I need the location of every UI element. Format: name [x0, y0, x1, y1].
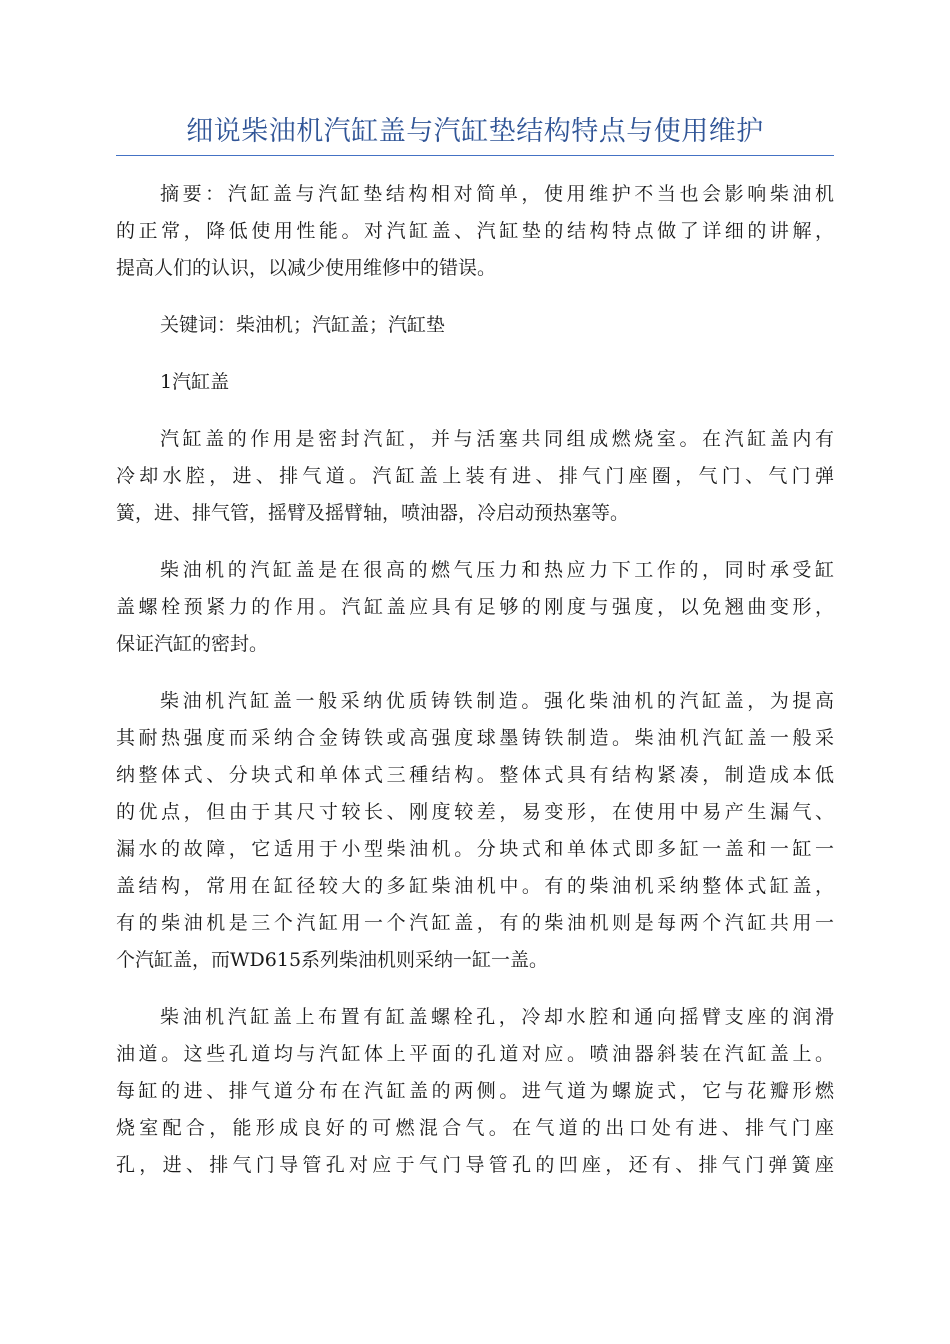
body-paragraph: [116, 999, 834, 1184]
text-line: 柴油机汽缸盖一般采纳优质铸铁制造。强化柴油机的汽缸盖，为提高: [160, 690, 834, 712]
section-heading: [116, 364, 834, 401]
text-line: 其耐热强度而采纳合金铸铁或高强度球墨铸铁制造。柴油机汽缸盖一般采: [116, 727, 834, 749]
text-line: 柴油机汽缸盖上布置有缸盖螺栓孔，冷却水腔和通向摇臂支座的润滑: [160, 1006, 834, 1028]
keywords-paragraph: [116, 307, 834, 344]
text-line: 提高人们的认识，以减少使用维修中的错误。: [116, 257, 497, 279]
abstract-paragraph: [116, 176, 834, 287]
text-line: 的优点，但由于其尺寸较长、刚度较差，易变形，在使用中易产生漏气、: [116, 801, 834, 823]
text-line: 纳整体式、分块式和单体式三種结构。整体式具有结构紧凑，制造成本低: [116, 764, 834, 786]
text-line: 柴油机的汽缸盖是在很高的燃气压力和热应力下工作的，同时承受缸: [160, 559, 834, 581]
text-line: 冷却水腔，进、排气道。汽缸盖上装有进、排气门座圈，气门、气门弹: [116, 465, 834, 487]
body-paragraph: [116, 683, 834, 979]
document-body: [116, 176, 834, 1204]
text-line: 烧室配合，能形成良好的可燃混合气。在气道的出口处有进、排气门座: [116, 1117, 834, 1139]
text-line: 盖螺栓预紧力的作用。汽缸盖应具有足够的刚度与强度，以免翘曲变形，: [116, 596, 834, 618]
text-line: 漏水的故障，它适用于小型柴油机。分块式和单体式即多缸一盖和一缸一: [116, 838, 834, 860]
text-line: 保证汽缸的密封。: [116, 633, 269, 655]
document-title: 细说柴油机汽缸盖与汽缸垫结构特点与使用维护: [186, 116, 764, 147]
text-line: 孔，进、排气门导管孔对应于气门导管孔的凹座，还有、排气门弹簧座: [116, 1154, 834, 1176]
text-line: 关键词：柴油机；汽缸盖；汽缸垫: [160, 314, 446, 336]
text-line: 摘要：汽缸盖与汽缸垫结构相对简单，使用维护不当也会影响柴油机: [160, 183, 834, 205]
text-line: 有的柴油机是三个汽缸用一个汽缸盖，有的柴油机则是每两个汽缸共用一: [116, 912, 834, 934]
text-line: 的正常，降低使用性能。对汽缸盖、汽缸垫的结构特点做了详细的讲解，: [116, 220, 834, 242]
body-paragraph: [116, 421, 834, 532]
text-line: 油道。这些孔道均与汽缸体上平面的孔道对应。喷油器斜装在汽缸盖上。: [116, 1043, 834, 1065]
text-line: 1汽缸盖: [160, 371, 230, 393]
body-paragraph: [116, 552, 834, 663]
text-line: 每缸的进、排气道分布在汽缸盖的两侧。进气道为螺旋式，它与花瓣形燃: [116, 1080, 834, 1102]
title-underline: [116, 155, 834, 156]
text-line: 个汽缸盖，而WD615系列柴油机则采纳一缸一盖。: [116, 949, 549, 971]
text-line: 汽缸盖的作用是密封汽缸，并与活塞共同组成燃烧室。在汽缸盖内有: [160, 428, 834, 450]
text-line: 盖结构，常用在缸径较大的多缸柴油机中。有的柴油机采纳整体式缸盖，: [116, 875, 834, 897]
text-line: 簧，进、排气管，摇臂及摇臂轴，喷油器，冷启动预热塞等。: [116, 502, 630, 524]
